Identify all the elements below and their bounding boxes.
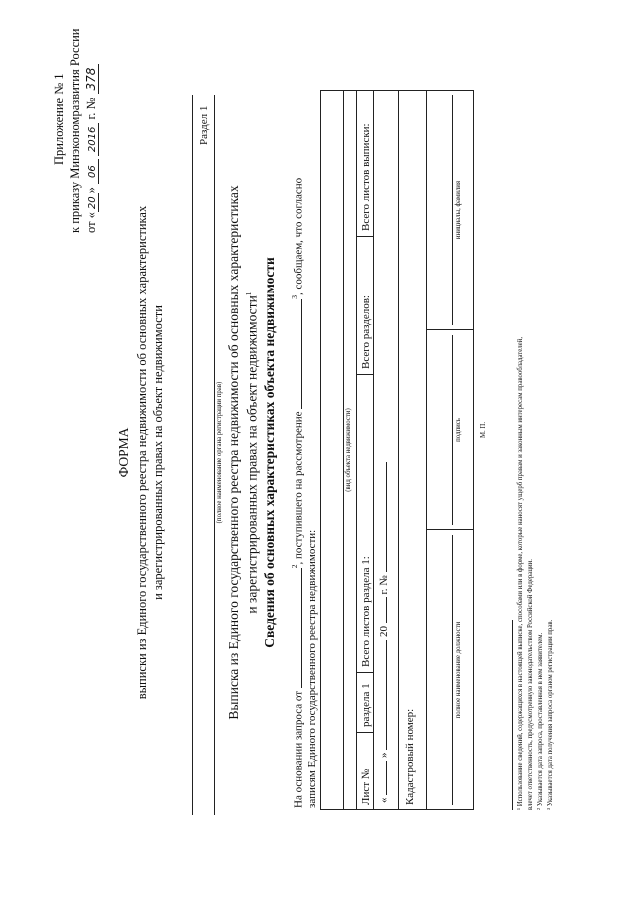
date-row <box>378 462 390 803</box>
position-line <box>452 535 453 805</box>
sections-total-label: Всего разделов: <box>360 295 372 369</box>
organ-caption: (полное наименование органа регистрации прав) <box>216 381 223 524</box>
footnote-1a: ¹ Использование сведений, содержащихся в настоящей выписке, способами или в форме, которые наносят ущерб правам и законным интересам правообладателей, <box>517 336 524 810</box>
basis-sup3: 3 <box>290 295 299 299</box>
day-blank <box>386 761 387 795</box>
seal-mark: М. П. <box>480 421 487 439</box>
sheets-total-label: Всего листов выписки: <box>360 123 372 231</box>
row-divider-2 <box>356 90 357 810</box>
sheets-section-1-label: Всего листов раздела 1: <box>360 556 372 667</box>
appendix-date-prefix: от « <box>84 212 98 233</box>
appendix-mid: » <box>84 187 98 194</box>
signature-caption: подпись <box>455 418 462 442</box>
heading-line2 <box>244 0 261 905</box>
heading-line2-text: и зарегистрированных правах на объект недвижимости <box>244 295 260 614</box>
appendix-month: 06 <box>87 159 99 184</box>
sheet-no-label: Лист № <box>360 768 372 805</box>
row-divider-1 <box>343 90 344 810</box>
heading-line1: Выписка из Единого государственного реестра недвижимости об основных характеристиках <box>226 185 241 720</box>
date-g-no: г. № <box>378 575 390 595</box>
name-line <box>452 95 453 325</box>
basis-text-c: , сообщаем, что согласно <box>292 177 305 295</box>
row-divider-5 <box>426 90 427 810</box>
year-blank <box>386 597 387 623</box>
month-blank <box>386 640 387 750</box>
date-close: » <box>378 752 390 758</box>
col-divider-a <box>356 732 373 733</box>
footnote-1b: влечет ответственность, предусмотренную законодательством Российской Федерации. <box>527 559 534 810</box>
appendix-line2: к приказу Минэкономразвития России <box>68 28 82 233</box>
basis-sup2: 2 <box>290 564 299 569</box>
title-line1: выписки из Единого государственного реестра недвижимости об основных характеристиках <box>135 205 149 700</box>
top-rule <box>192 95 193 815</box>
cadastral-label: Кадастровый номер: <box>404 708 416 805</box>
section-label: Раздел 1 <box>198 105 210 145</box>
appendix-g-no: г. № <box>84 97 98 120</box>
request-date-blank <box>301 568 302 688</box>
name-caption: инициалы, фамилия <box>455 180 462 240</box>
appendix-number: 378 <box>84 64 99 95</box>
number-blank <box>386 462 387 572</box>
year-prefix: 20 <box>378 626 390 637</box>
heading-line3: Сведения об основных характеристиках объекта недвижимости <box>262 257 277 648</box>
receipt-date-blank <box>301 299 302 409</box>
appendix-year: 2016 <box>87 123 99 156</box>
organ-line <box>214 95 215 815</box>
col-divider-f <box>426 329 474 330</box>
signature-line <box>452 335 453 525</box>
row-divider-3 <box>373 90 374 810</box>
col-divider-d <box>356 236 373 237</box>
section-1-label: раздела 1 <box>360 683 372 727</box>
date-open: « <box>378 797 390 803</box>
basis-line2: записям Единого государственного реестра недвижимости: <box>306 529 318 808</box>
basis-line1 <box>290 88 305 808</box>
position-caption: полное наименование должности <box>455 621 462 719</box>
form-title: ФОРМА <box>116 427 131 478</box>
footnote-3: ³ Указывается дата получения запроса органом регистрации прав. <box>547 619 554 810</box>
footnote-rule <box>512 620 513 810</box>
object-kind-caption: (вид объекта недвижимости) <box>345 408 352 492</box>
footnote-2: ² Указывается дата запроса, проставленная в нем заявителем. <box>537 632 544 810</box>
basis-text-b: , поступившего на рассмотрение <box>292 411 305 565</box>
appendix-day: 20 <box>87 193 99 212</box>
col-divider-e <box>426 529 474 530</box>
col-divider-b <box>356 672 373 673</box>
heading-sup: 1 <box>244 291 253 296</box>
appendix-date <box>84 64 99 233</box>
basis-text-a: На основании запроса от <box>292 690 305 808</box>
col-divider-c <box>356 374 373 375</box>
row-divider-4 <box>398 90 399 810</box>
title-line2: и зарегистрированных правах на объект недвижимости <box>151 305 165 600</box>
appendix-line1: Приложение № 1 <box>52 73 66 165</box>
